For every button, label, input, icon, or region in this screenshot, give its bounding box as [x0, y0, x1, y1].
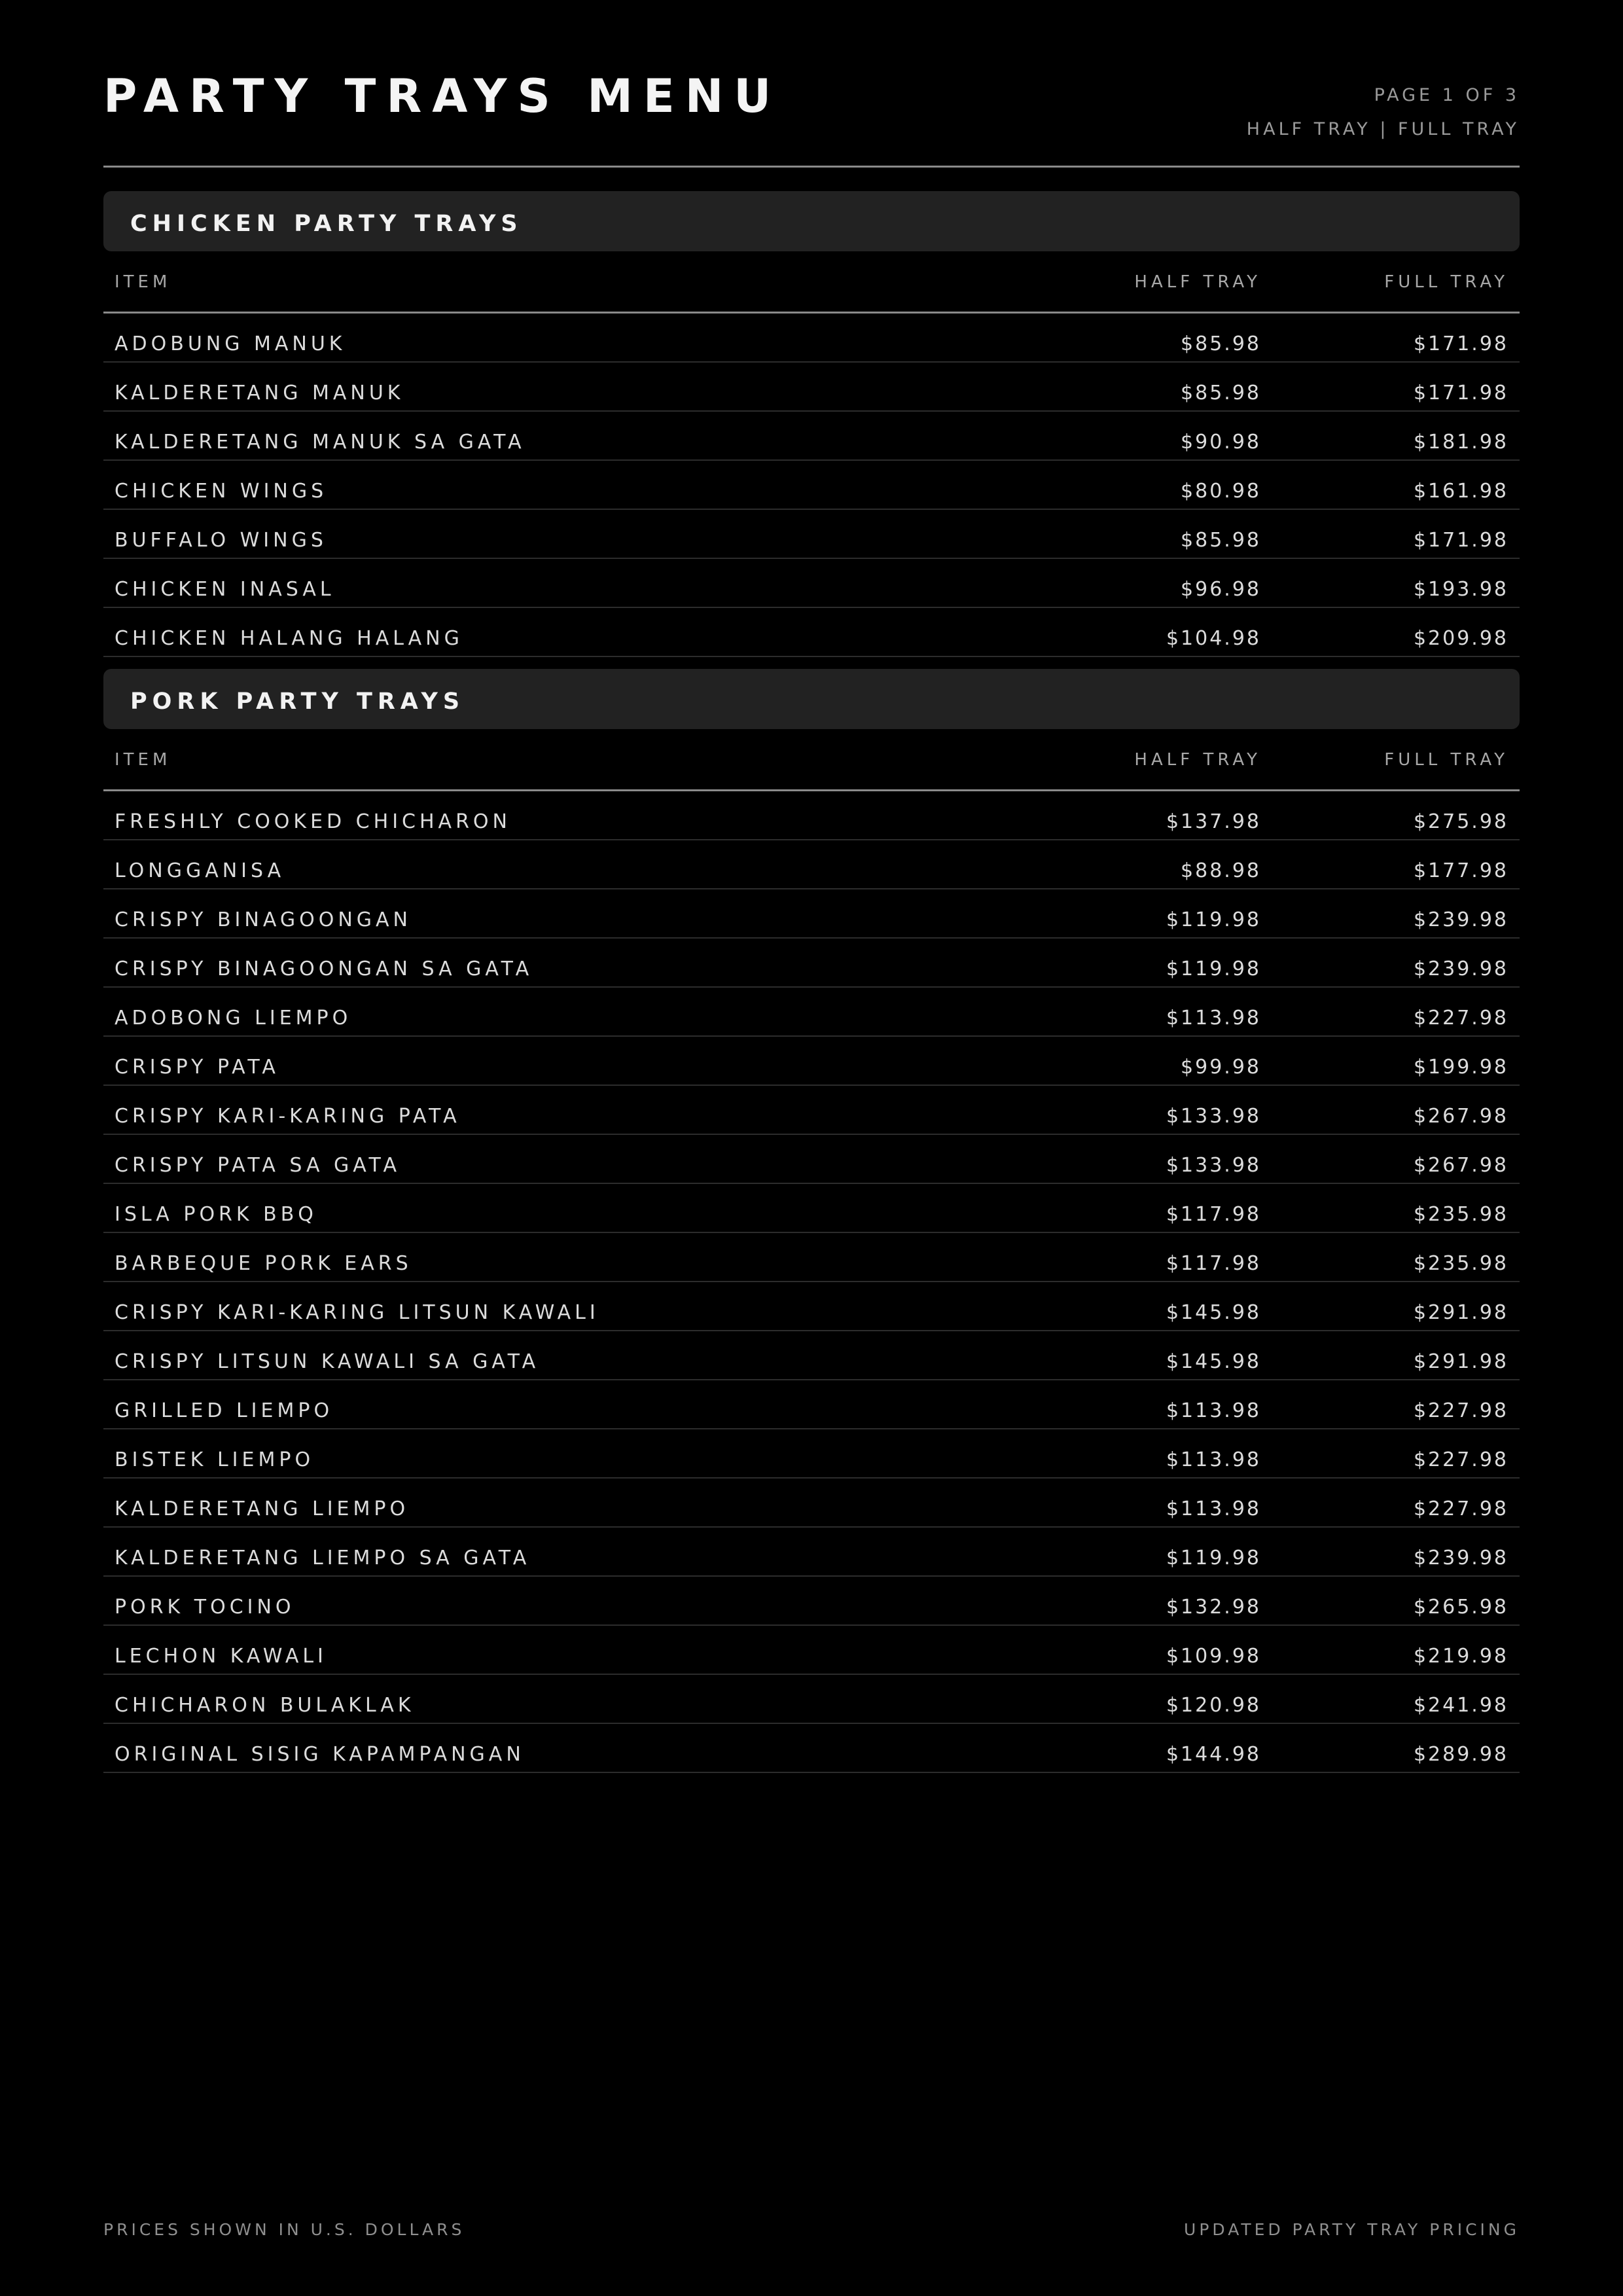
column-header-half-tray: HALF TRAY [1134, 272, 1261, 292]
item-name: LONGGANISA [115, 859, 285, 882]
column-header-row [103, 251, 1520, 314]
item-name: BISTEK LIEMPO [115, 1448, 315, 1471]
item-name: CHICHARON BULAKLAK [115, 1694, 415, 1717]
menu-item-row [103, 363, 1520, 412]
full-tray-price: $239.98 [1413, 958, 1508, 980]
page-header [103, 0, 1520, 168]
menu-item-row [103, 1331, 1520, 1380]
item-name: CRISPY BINAGOONGAN SA GATA [115, 958, 533, 980]
menu-item-row [103, 988, 1520, 1037]
half-tray-price: $117.98 [1166, 1252, 1261, 1275]
menu-item-row [103, 791, 1520, 840]
item-name: PORK TOCINO [115, 1596, 295, 1619]
half-tray-price: $119.98 [1166, 958, 1261, 980]
menu-item-row [103, 1577, 1520, 1626]
item-name: CHICKEN HALANG HALANG [115, 627, 463, 650]
half-tray-price: $145.98 [1166, 1301, 1261, 1324]
full-tray-price: $275.98 [1413, 810, 1508, 833]
half-tray-price: $109.98 [1166, 1645, 1261, 1668]
menu-item-row [103, 1380, 1520, 1429]
section-header-band [103, 669, 1520, 729]
full-tray-price: $291.98 [1413, 1301, 1508, 1324]
section-title: PORK PARTY TRAYS [130, 689, 465, 715]
item-name: CHICKEN WINGS [115, 480, 328, 503]
item-name: CRISPY LITSUN KAWALI SA GATA [115, 1350, 540, 1373]
column-key: HALF TRAY | FULL TRAY [1246, 119, 1520, 139]
half-tray-price: $132.98 [1166, 1596, 1261, 1619]
half-tray-price: $96.98 [1181, 578, 1261, 601]
half-tray-price: $133.98 [1166, 1154, 1261, 1177]
column-header-row [103, 729, 1520, 791]
full-tray-price: $227.98 [1413, 1399, 1508, 1422]
column-header-item: ITEM [115, 272, 171, 292]
full-tray-price: $235.98 [1413, 1203, 1508, 1226]
menu-item-row [103, 1675, 1520, 1724]
half-tray-price: $120.98 [1166, 1694, 1261, 1717]
item-name: KALDERETANG LIEMPO SA GATA [115, 1547, 531, 1570]
item-name: BUFFALO WINGS [115, 529, 327, 552]
half-tray-price: $99.98 [1181, 1056, 1261, 1079]
menu-item-row [103, 1626, 1520, 1675]
menu-item-row [103, 1086, 1520, 1135]
half-tray-price: $88.98 [1181, 859, 1261, 882]
half-tray-price: $113.98 [1166, 1448, 1261, 1471]
column-header-full-tray: FULL TRAY [1384, 272, 1508, 292]
menu-item-row [103, 889, 1520, 939]
half-tray-price: $85.98 [1181, 382, 1261, 404]
item-name: LECHON KAWALI [115, 1645, 327, 1668]
full-tray-price: $227.98 [1413, 1007, 1508, 1030]
full-tray-price: $239.98 [1413, 1547, 1508, 1570]
full-tray-price: $239.98 [1413, 908, 1508, 931]
menu-item-row [103, 1282, 1520, 1331]
item-name: CRISPY BINAGOONGAN [115, 908, 412, 931]
full-tray-price: $227.98 [1413, 1498, 1508, 1520]
menu-item-row [103, 1528, 1520, 1577]
full-tray-price: $219.98 [1413, 1645, 1508, 1668]
menu-item-row [103, 412, 1520, 461]
item-name: BARBEQUE PORK EARS [115, 1252, 412, 1275]
item-name: CRISPY KARI-KARING LITSUN KAWALI [115, 1301, 599, 1324]
footer-currency-note: PRICES SHOWN IN U.S. DOLLARS [103, 2220, 465, 2239]
full-tray-price: $241.98 [1413, 1694, 1508, 1717]
half-tray-price: $137.98 [1166, 810, 1261, 833]
section-header-band [103, 191, 1520, 251]
menu-item-row [103, 1233, 1520, 1282]
item-name: CRISPY PATA SA GATA [115, 1154, 401, 1177]
menu-item-row [103, 559, 1520, 608]
item-name: KALDERETANG LIEMPO [115, 1498, 410, 1520]
menu-item-row [103, 1135, 1520, 1184]
item-name: ADOBUNG MANUK [115, 332, 346, 355]
full-tray-price: $289.98 [1413, 1743, 1508, 1766]
item-name: CRISPY PATA [115, 1056, 279, 1079]
half-tray-price: $90.98 [1181, 431, 1261, 454]
item-name: KALDERETANG MANUK SA GATA [115, 431, 526, 454]
section-title: CHICKEN PARTY TRAYS [130, 211, 523, 237]
footer-pricing-note: UPDATED PARTY TRAY PRICING [1184, 2220, 1520, 2239]
item-name: ISLA PORK BBQ [115, 1203, 317, 1226]
half-tray-price: $85.98 [1181, 529, 1261, 552]
full-tray-price: $161.98 [1413, 480, 1508, 503]
menu-item-row [103, 840, 1520, 889]
full-tray-price: $267.98 [1413, 1105, 1508, 1128]
half-tray-price: $144.98 [1166, 1743, 1261, 1766]
menu-item-row [103, 939, 1520, 988]
item-name: FRESHLY COOKED CHICHARON [115, 810, 511, 833]
full-tray-price: $199.98 [1413, 1056, 1508, 1079]
page-title: PARTY TRAYS MENU [103, 69, 782, 123]
column-header-item: ITEM [115, 750, 171, 770]
item-name: KALDERETANG MANUK [115, 382, 404, 404]
half-tray-price: $113.98 [1166, 1399, 1261, 1422]
item-name: CHICKEN INASAL [115, 578, 335, 601]
full-tray-price: $171.98 [1413, 382, 1508, 404]
half-tray-price: $119.98 [1166, 908, 1261, 931]
full-tray-price: $181.98 [1413, 431, 1508, 454]
item-list [103, 791, 1520, 1773]
full-tray-price: $265.98 [1413, 1596, 1508, 1619]
menu-item-row [103, 510, 1520, 559]
column-header-full-tray: FULL TRAY [1384, 750, 1508, 770]
item-name: ADOBONG LIEMPO [115, 1007, 352, 1030]
menu-item-row [103, 461, 1520, 510]
half-tray-price: $145.98 [1166, 1350, 1261, 1373]
half-tray-price: $117.98 [1166, 1203, 1261, 1226]
column-header-half-tray: HALF TRAY [1134, 750, 1261, 770]
item-name: ORIGINAL SISIG KAPAMPANGAN [115, 1743, 525, 1766]
half-tray-price: $80.98 [1181, 480, 1261, 503]
menu-item-row [103, 314, 1520, 363]
menu-item-row [103, 1479, 1520, 1528]
menu-item-row [103, 1724, 1520, 1773]
full-tray-price: $171.98 [1413, 332, 1508, 355]
half-tray-price: $85.98 [1181, 332, 1261, 355]
item-name: GRILLED LIEMPO [115, 1399, 334, 1422]
menu-page [103, 0, 1520, 2296]
half-tray-price: $133.98 [1166, 1105, 1261, 1128]
page-indicator: PAGE 1 OF 3 [1374, 85, 1520, 105]
full-tray-price: $193.98 [1413, 578, 1508, 601]
full-tray-price: $171.98 [1413, 529, 1508, 552]
full-tray-price: $209.98 [1413, 627, 1508, 650]
half-tray-price: $104.98 [1166, 627, 1261, 650]
menu-item-row [103, 1184, 1520, 1233]
menu-item-row [103, 608, 1520, 657]
full-tray-price: $235.98 [1413, 1252, 1508, 1275]
item-name: CRISPY KARI-KARING PATA [115, 1105, 461, 1128]
half-tray-price: $113.98 [1166, 1498, 1261, 1520]
menu-item-row [103, 1037, 1520, 1086]
menu-item-row [103, 1429, 1520, 1479]
full-tray-price: $227.98 [1413, 1448, 1508, 1471]
full-tray-price: $177.98 [1413, 859, 1508, 882]
half-tray-price: $113.98 [1166, 1007, 1261, 1030]
full-tray-price: $267.98 [1413, 1154, 1508, 1177]
half-tray-price: $119.98 [1166, 1547, 1261, 1570]
item-list [103, 314, 1520, 657]
full-tray-price: $291.98 [1413, 1350, 1508, 1373]
